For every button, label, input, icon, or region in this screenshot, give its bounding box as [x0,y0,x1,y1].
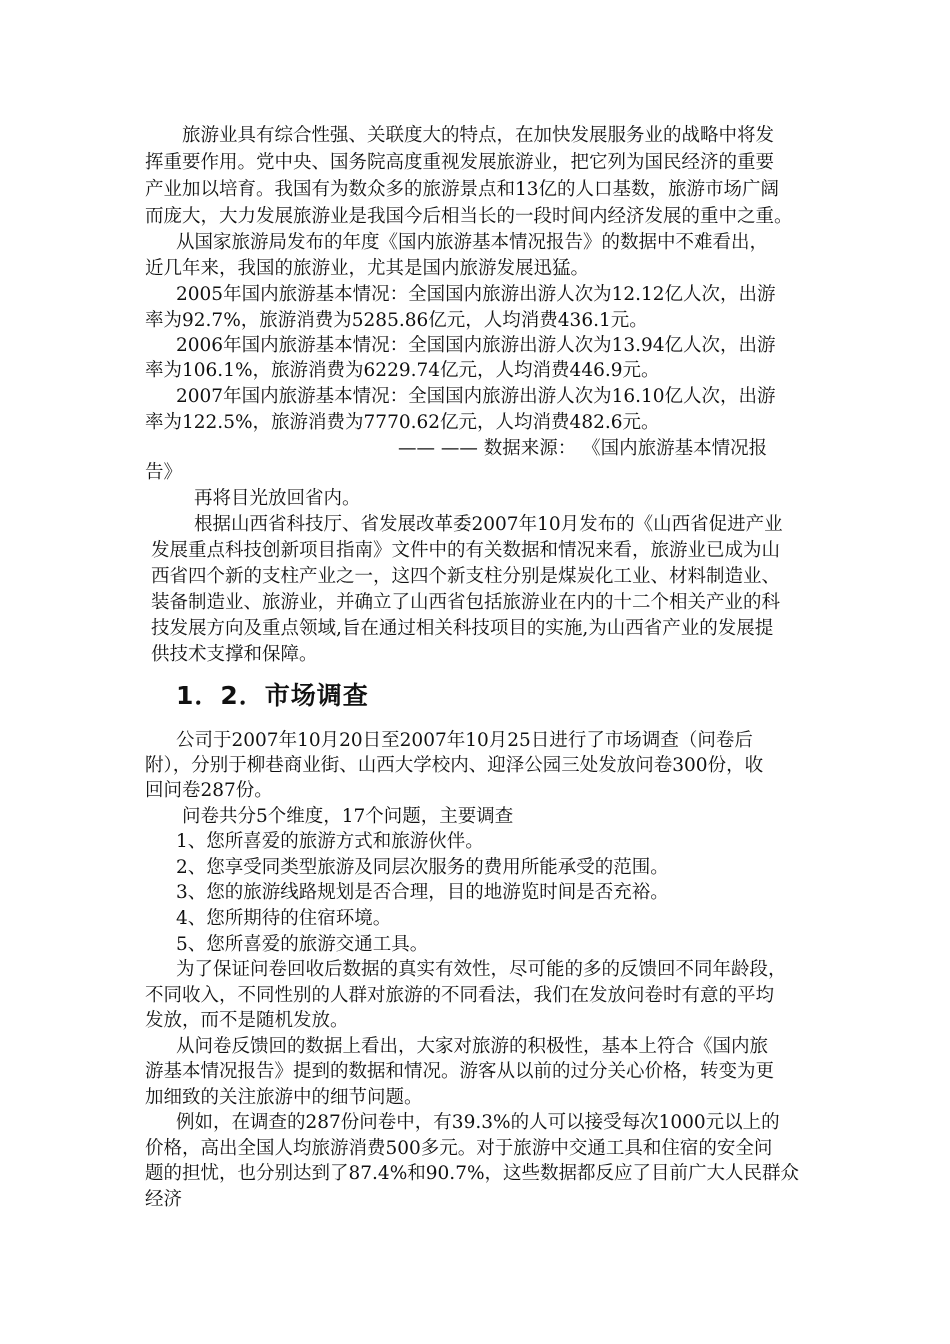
intro-line-14: 告》 [145,462,183,483]
survey-line-10: 为了保证问卷回收后数据的真实有效性，尽可能的多的反馈回不同年龄段， [176,959,787,980]
intro-line-3: 产业加以培育。我国有为数众多的旅游景点和13亿的人口基数，旅游市场广阔 [145,179,780,200]
survey-line-9: 5、您所喜爱的旅游交通工具。 [176,934,429,955]
intro-line-2: 挥重要作用。党中央、国务院高度重视发展旅游业，把它列为国民经济的重要 [145,152,775,173]
survey-line-16: 例如，在调查的287份问卷中，有39.3%的人可以接受每次1000元以上的 [176,1112,780,1133]
intro-line-21: 供技术支撑和保障。 [151,644,318,665]
intro-line-5: 从国家旅游局发布的年度《国内旅游基本情况报告》的数据中不难看出， [176,232,769,253]
survey-line-11: 不同收入，不同性别的人群对旅游的不同看法，我们在发放问卷时有意的平均 [145,985,775,1006]
survey-line-3: 回问卷287份。 [145,780,273,801]
intro-line-10: 率为106.1%，旅游消费为6229.74亿元，人均消费446.9元。 [145,360,660,381]
intro-line-1: 旅游业具有综合性强、关联度大的特点，在加快发展服务业的战略中将发 [182,125,775,146]
survey-line-1: 公司于2007年10月20日至2007年10月25日进行了市场调查（问卷后 [176,730,753,751]
intro-line-7: 2005年国内旅游基本情况：全国国内旅游出游人次为12.12亿人次，出游 [176,284,776,305]
intro-line-8: 率为92.7%，旅游消费为5285.86亿元，人均消费436.1元。 [145,310,648,331]
intro-line-16: 根据山西省科技厅、省发展改革委2007年10月发布的《山西省促进产业 [194,514,783,535]
intro-line-17: 发展重点科技创新项目指南》文件中的有关数据和情况来看，旅游业已成为山 [151,540,781,561]
intro-line-11: 2007年国内旅游基本情况：全国国内旅游出游人次为16.10亿人次，出游 [176,386,776,407]
intro-line-20: 技发展方向及重点领域,旨在通过相关科技项目的实施,为山西省产业的发展提 [151,618,774,639]
intro-line-9: 2006年国内旅游基本情况：全国国内旅游出游人次为13.94亿人次，出游 [176,335,776,356]
intro-line-18: 西省四个新的支柱产业之一，这四个新支柱分别是煤炭化工业、材料制造业、 [151,566,781,587]
survey-line-5: 1、您所喜爱的旅游方式和旅游伙伴。 [176,831,484,852]
survey-line-17: 价格，高出全国人均旅游消费500多元。对于旅游中交通工具和住宿的安全问 [145,1138,773,1159]
intro-line-4: 而庞大，大力发展旅游业是我国今后相当长的一段时间内经济发展的重中之重。 [145,206,793,227]
intro-line-19: 装备制造业、旅游业，并确立了山西省包括旅游业在内的十二个相关产业的科 [151,592,781,613]
survey-line-13: 从问卷反馈回的数据上看出，大家对旅游的积极性，基本上符合《国内旅 [176,1036,769,1057]
survey-line-14: 游基本情况报告》提到的数据和情况。游客从以前的过分关心价格，转变为更 [145,1061,775,1082]
survey-line-7: 3、您的旅游线路规划是否合理，目的地游览时间是否充裕。 [176,882,669,903]
intro-line-15: 再将目光放回省内。 [194,488,361,509]
survey-line-15: 加细致的关注旅游中的细节问题。 [145,1087,423,1108]
intro-line-6: 近几年来，我国的旅游业，尤其是国内旅游发展迅猛。 [145,258,590,279]
survey-line-6: 2、您享受同类型旅游及同层次服务的费用所能承受的范围。 [176,857,669,878]
survey-line-12: 发放，而不是随机发放。 [145,1010,349,1031]
survey-line-8: 4、您所期待的住宿环境。 [176,908,392,929]
survey-line-19: 经济 [145,1189,183,1210]
section-heading: 1．2．市场调查 [176,681,369,710]
intro-line-12: 率为122.5%，旅游消费为7770.62亿元，人均消费482.6元。 [145,412,660,433]
intro-line-13: —— —— 数据来源： 《国内旅游基本情况报 [398,438,768,459]
survey-line-2: 附），分别于柳巷商业街、山西大学校内、迎泽公园三处发放问卷300份，收 [145,755,764,776]
survey-line-4: 问卷共分5个维度，17个问题，主要调查 [182,806,514,827]
survey-line-18: 题的担忧，也分别达到了87.4%和90.7%，这些数据都反应了目前广大人民群众 [145,1163,800,1184]
